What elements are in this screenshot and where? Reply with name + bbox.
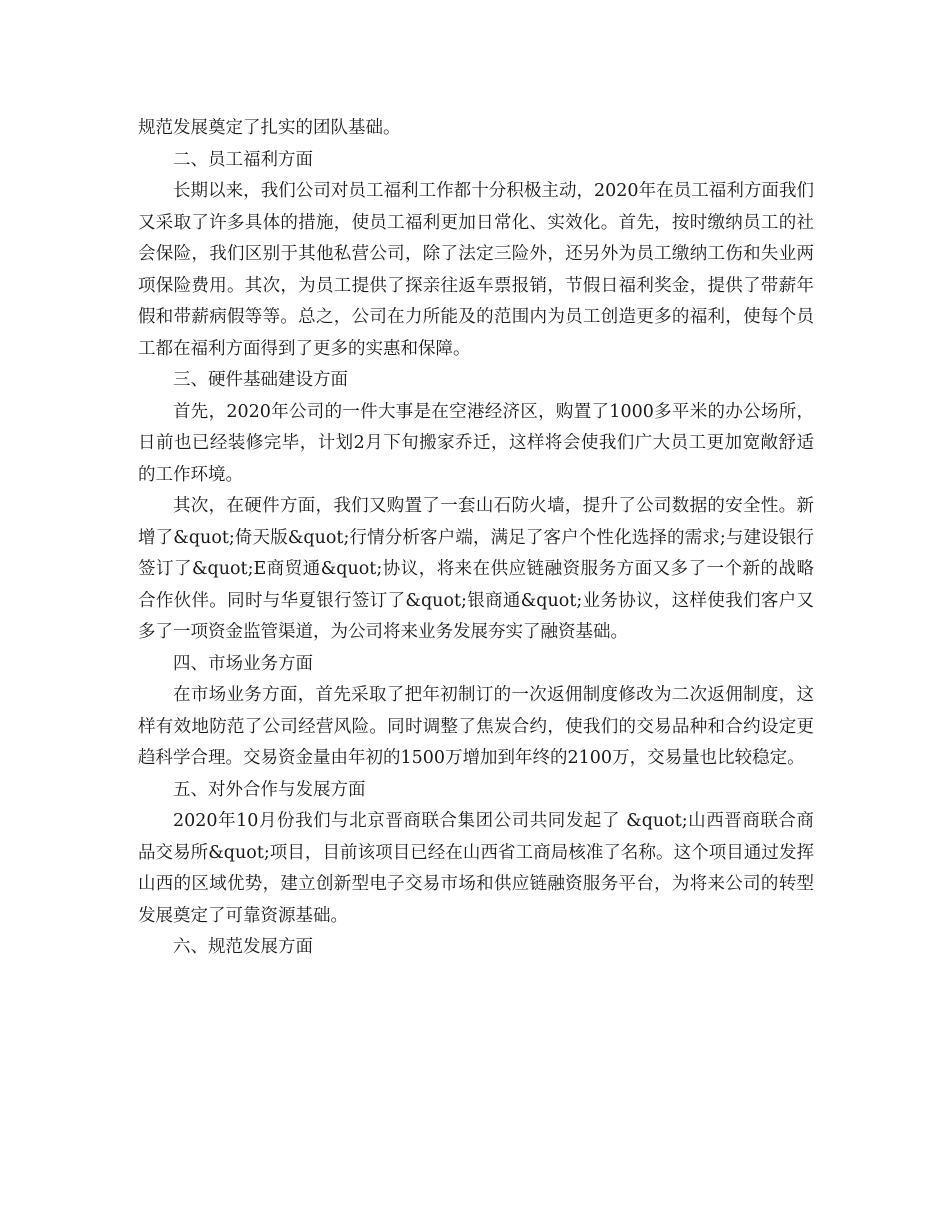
section-heading-hardware: 三、硬件基础建设方面 — [173, 370, 348, 390]
section-heading-employee-welfare: 二、员工福利方面 — [173, 149, 313, 170]
paragraph-employee-welfare: 长期以来，我们公司对员工福利工作都十分积极主动，2020年在员工福利方面我们又采取了许多具体的措施，使员工福利更加日常化、实效化。首先，按时缴纳员工的社会保险，我们区别于其他私营公司，除了法定三险外，还另外为员工缴纳工伤和失业两项保险费用。其次，为员工提供了探亲往返车票报销，节假日福利奖金，提供了带薪年假和带薪病假等等。总之，公司在力所能及的范围内为员工创造更多的福利，使每个员工都在福利方面得到了更多的实惠和保障。 — [138, 181, 814, 359]
paragraph-continuation: 规范发展奠定了扎实的团队基础。 — [138, 118, 401, 138]
paragraph-hardware-systems: 其次，在硬件方面，我们又购置了一套山石防火墙，提升了公司数据的安全性。新增了&quot;倚天版&quot;行情分析客户端，满足了客户个性化选择的需求;与建设银行签订了&quot;E商贸通&quot;协议，将来在供应链融资服务方面又多了一个新的战略合作伙伴。同时与华夏银行签订了&quot;银商通&quot;业务协议，这样使我们客户又多了一项资金监管渠道，为公司将来业务发展夯实了融资基础。 — [138, 496, 814, 642]
section-heading-standardization: 六、规范发展方面 — [173, 937, 313, 957]
section-heading-cooperation: 五、对外合作与发展方面 — [173, 779, 366, 800]
paragraph-hardware-office: 首先，2020年公司的一件大事是在空港经济区，购置了1000多平米的办公场所，日前也已经装修完毕，计划2月下旬搬家乔迁，这样将会使我们广大员工更加宽敞舒适的工作环境。 — [138, 401, 814, 485]
document-page — [138, 113, 814, 964]
paragraph-cooperation: 2020年10月份我们与北京晋商联合集团公司共同发起了 &quot;山西晋商联合商品交易所&quot;项目，目前该项目已经在山西省工商局核准了名称。这个项目通过发挥山西的区域优势，建立创新型电子交易市场和供应链融资服务平台，为将来公司的转型发展奠定了可靠资源基础。 — [138, 811, 814, 926]
paragraph-market: 在市场业务方面，首先采取了把年初制订的一次返佣制度修改为二次返佣制度，这样有效地防范了公司经营风险。同时调整了焦炭合约，使我们的交易品种和合约设定更趋科学合理。交易资金量由年初的1500万增加到年终的2100万，交易量也比较稳定。 — [138, 685, 814, 768]
section-heading-market: 四、市场业务方面 — [173, 653, 313, 674]
